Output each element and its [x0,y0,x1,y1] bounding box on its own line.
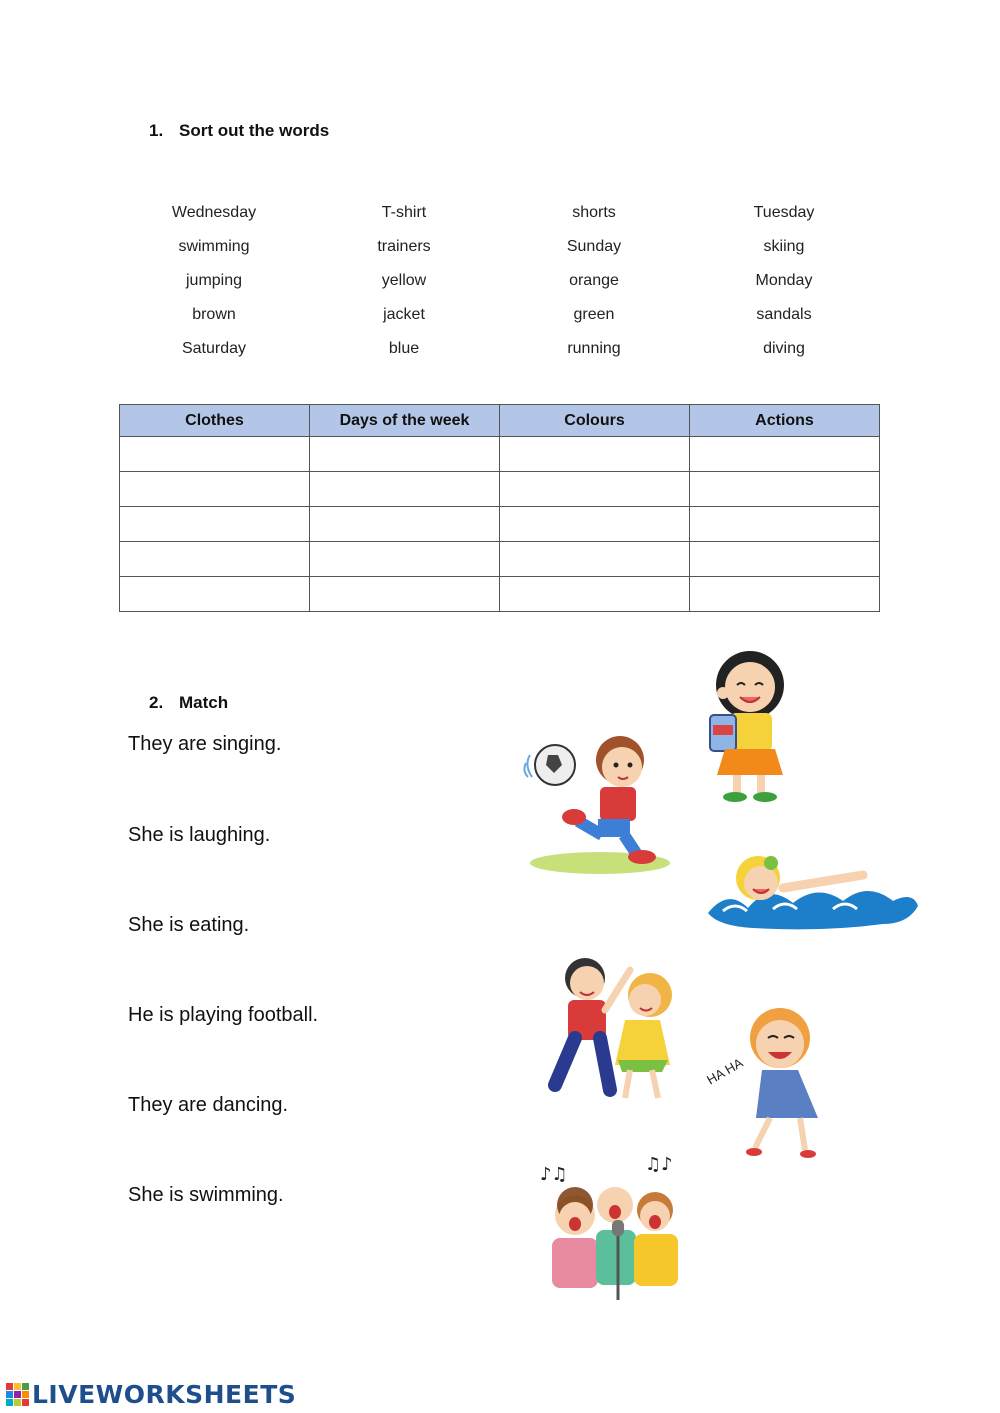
sentence-singing[interactable]: They are singing. [128,733,282,755]
word-row [119,298,879,332]
word-row [119,332,879,366]
brand-logo-icon [6,1383,29,1406]
sentence-football[interactable]: He is playing football. [128,1004,319,1026]
girl-eating-picture[interactable] [695,645,805,805]
section-2-heading [149,693,228,713]
music-note-icon: ♪♫ [540,1164,568,1185]
answer-cell[interactable] [310,437,500,472]
word: T-shirt [381,204,427,221]
word: yellow [381,272,427,289]
header-actions: Actions [690,405,880,437]
sorting-table [119,404,880,612]
answer-cell[interactable] [120,437,310,472]
word: green [573,306,615,323]
table-header-row [120,405,880,437]
answer-cell[interactable] [120,577,310,612]
music-note-icon: ♫♪ [645,1154,673,1175]
answer-cell[interactable] [310,577,500,612]
word-row [119,264,879,298]
word: Monday [755,272,813,289]
sentence-eating[interactable]: She is eating. [128,914,250,936]
word: blue [388,340,420,357]
laugh-text: HA HA [704,1055,746,1088]
answer-cell[interactable] [310,542,500,577]
answer-cell[interactable] [500,542,690,577]
section-2-title: Match [179,693,229,712]
word: diving [763,340,805,357]
section-1-heading [149,121,329,141]
answer-cell[interactable] [120,507,310,542]
table-row [120,472,880,507]
answer-cell[interactable] [690,577,880,612]
header-clothes: Clothes [120,405,310,437]
table-row [120,542,880,577]
section-1-number: 1. [149,121,164,140]
word: trainers [377,238,431,255]
word: Tuesday [753,204,815,221]
word: shorts [572,204,616,221]
answer-cell[interactable] [500,437,690,472]
answer-cell[interactable] [310,472,500,507]
word: jumping [185,272,243,289]
word-row [119,230,879,264]
brand-name: LIVEWORKSHEETS [32,1380,297,1409]
sentence-laughing[interactable]: She is laughing. [128,824,271,846]
answer-cell[interactable] [690,542,880,577]
answer-cell[interactable] [690,437,880,472]
answer-cell[interactable] [500,577,690,612]
word: running [567,340,621,357]
answer-cell[interactable] [690,507,880,542]
table-row [120,507,880,542]
sentence-swimming[interactable]: She is swimming. [128,1184,284,1206]
couple-dancing-picture[interactable] [530,950,695,1110]
answer-cell[interactable] [500,507,690,542]
answer-cell[interactable] [500,472,690,507]
section-1-title: Sort out the words [179,121,330,140]
word-bank [119,196,879,366]
boy-football-picture[interactable] [520,725,670,880]
section-2-number: 2. [149,693,164,712]
word: jacket [383,306,425,323]
sentence-dancing[interactable]: They are dancing. [128,1094,289,1116]
girl-laughing-picture[interactable] [700,1000,840,1165]
word: Sunday [566,238,622,255]
answer-cell[interactable] [120,472,310,507]
word: sandals [756,306,812,323]
footer-brand[interactable] [6,1380,296,1409]
girl-swimming-picture[interactable] [703,843,923,943]
table-row [120,437,880,472]
children-singing-picture[interactable] [530,1150,700,1310]
answer-cell[interactable] [310,507,500,542]
word: brown [192,306,236,323]
word: orange [569,272,619,289]
word-row [119,196,879,230]
word: swimming [178,238,250,255]
word: Wednesday [171,204,257,221]
table-row [120,577,880,612]
word: skiing [763,238,805,255]
answer-cell[interactable] [120,542,310,577]
answer-cell[interactable] [690,472,880,507]
header-days: Days of the week [310,405,500,437]
header-colours: Colours [500,405,690,437]
word: Saturday [181,340,247,357]
